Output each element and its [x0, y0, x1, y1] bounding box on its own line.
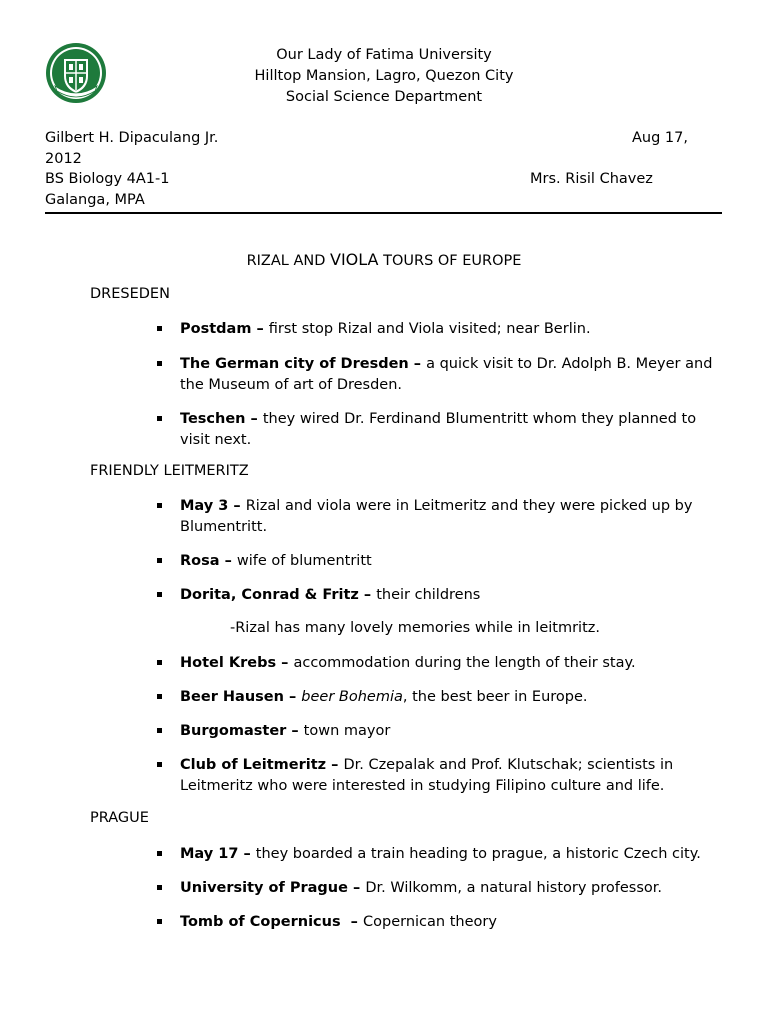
student-name: Gilbert H. Dipaculang Jr.: [45, 130, 219, 146]
bullet-icon: [157, 592, 162, 597]
section-heading-prague: PRAGUE: [90, 810, 149, 826]
document-title: RIZAL AND VIOLA TOURS OF EUROPE: [246, 250, 522, 269]
list-item: May 17 – they boarded a train heading to prague, a historic Czech city.: [180, 844, 728, 865]
date-year: 2012: [45, 150, 82, 167]
university-name: Our Lady of Fatima University: [276, 47, 492, 63]
date-month-day: Aug 17,: [632, 130, 688, 146]
bullet-icon: [157, 762, 162, 767]
list-item: Teschen – they wired Dr. Ferdinand Blumentritt whom they planned to visit next.: [180, 409, 728, 450]
list-item: Postdam – first stop Rizal and Viola visited; near Berlin.: [180, 319, 728, 340]
list-item: Tomb of Copernicus – Copernican theory: [180, 912, 728, 933]
bullet-icon: [157, 558, 162, 563]
university-header: [0, 45, 768, 108]
list-item: University of Prague – Dr. Wilkomm, a natural history professor.: [180, 878, 728, 899]
teacher-name: Mrs. Risil Chavez: [530, 171, 653, 187]
university-address: Hilltop Mansion, Lagro, Quezon City: [254, 68, 514, 84]
bullet-icon: [157, 503, 162, 508]
bullet-icon: [157, 885, 162, 890]
section-heading-dresden: DRESEDEN: [90, 286, 170, 302]
bullet-icon: [157, 919, 162, 924]
bullet-icon: [157, 728, 162, 733]
list-item: Burgomaster – town mayor: [180, 721, 728, 742]
list-item: Hotel Krebs – accommodation during the length of their stay.: [180, 653, 728, 674]
bullet-icon: [157, 416, 162, 421]
student-course: BS Biology 4A1-1: [45, 171, 170, 187]
department-name: Social Science Department: [285, 89, 483, 105]
list-item: The German city of Dresden – a quick visit to Dr. Adolph B. Meyer and the Museum of art of Dresden.: [180, 354, 728, 395]
student-info: [45, 128, 725, 210]
bullet-icon: [157, 326, 162, 331]
header-divider: [45, 212, 722, 214]
list-item: Dorita, Conrad & Fritz – their childrens: [180, 585, 728, 606]
bullet-icon: [157, 694, 162, 699]
section-heading-leitmeritz: FRIENDLY LEITMERITZ: [90, 463, 249, 479]
leitmeritz-note: -Rizal has many lovely memories while in leitmritz.: [230, 620, 600, 636]
list-item: Club of Leitmeritz – Dr. Czepalak and Prof. Klutschak; scientists in Leitmeritz who were interested in studying Filipino culture and life.: [180, 755, 728, 796]
list-item: May 3 – Rizal and viola were in Leitmeritz and they were picked up by Blumentritt.: [180, 496, 728, 537]
bullet-icon: [157, 361, 162, 366]
bullet-icon: [157, 851, 162, 856]
list-item: Beer Hausen – beer Bohemia, the best beer in Europe.: [180, 687, 728, 708]
bullet-icon: [157, 660, 162, 665]
student-group: Galanga, MPA: [45, 191, 145, 208]
list-item: Rosa – wife of blumentritt: [180, 551, 728, 572]
